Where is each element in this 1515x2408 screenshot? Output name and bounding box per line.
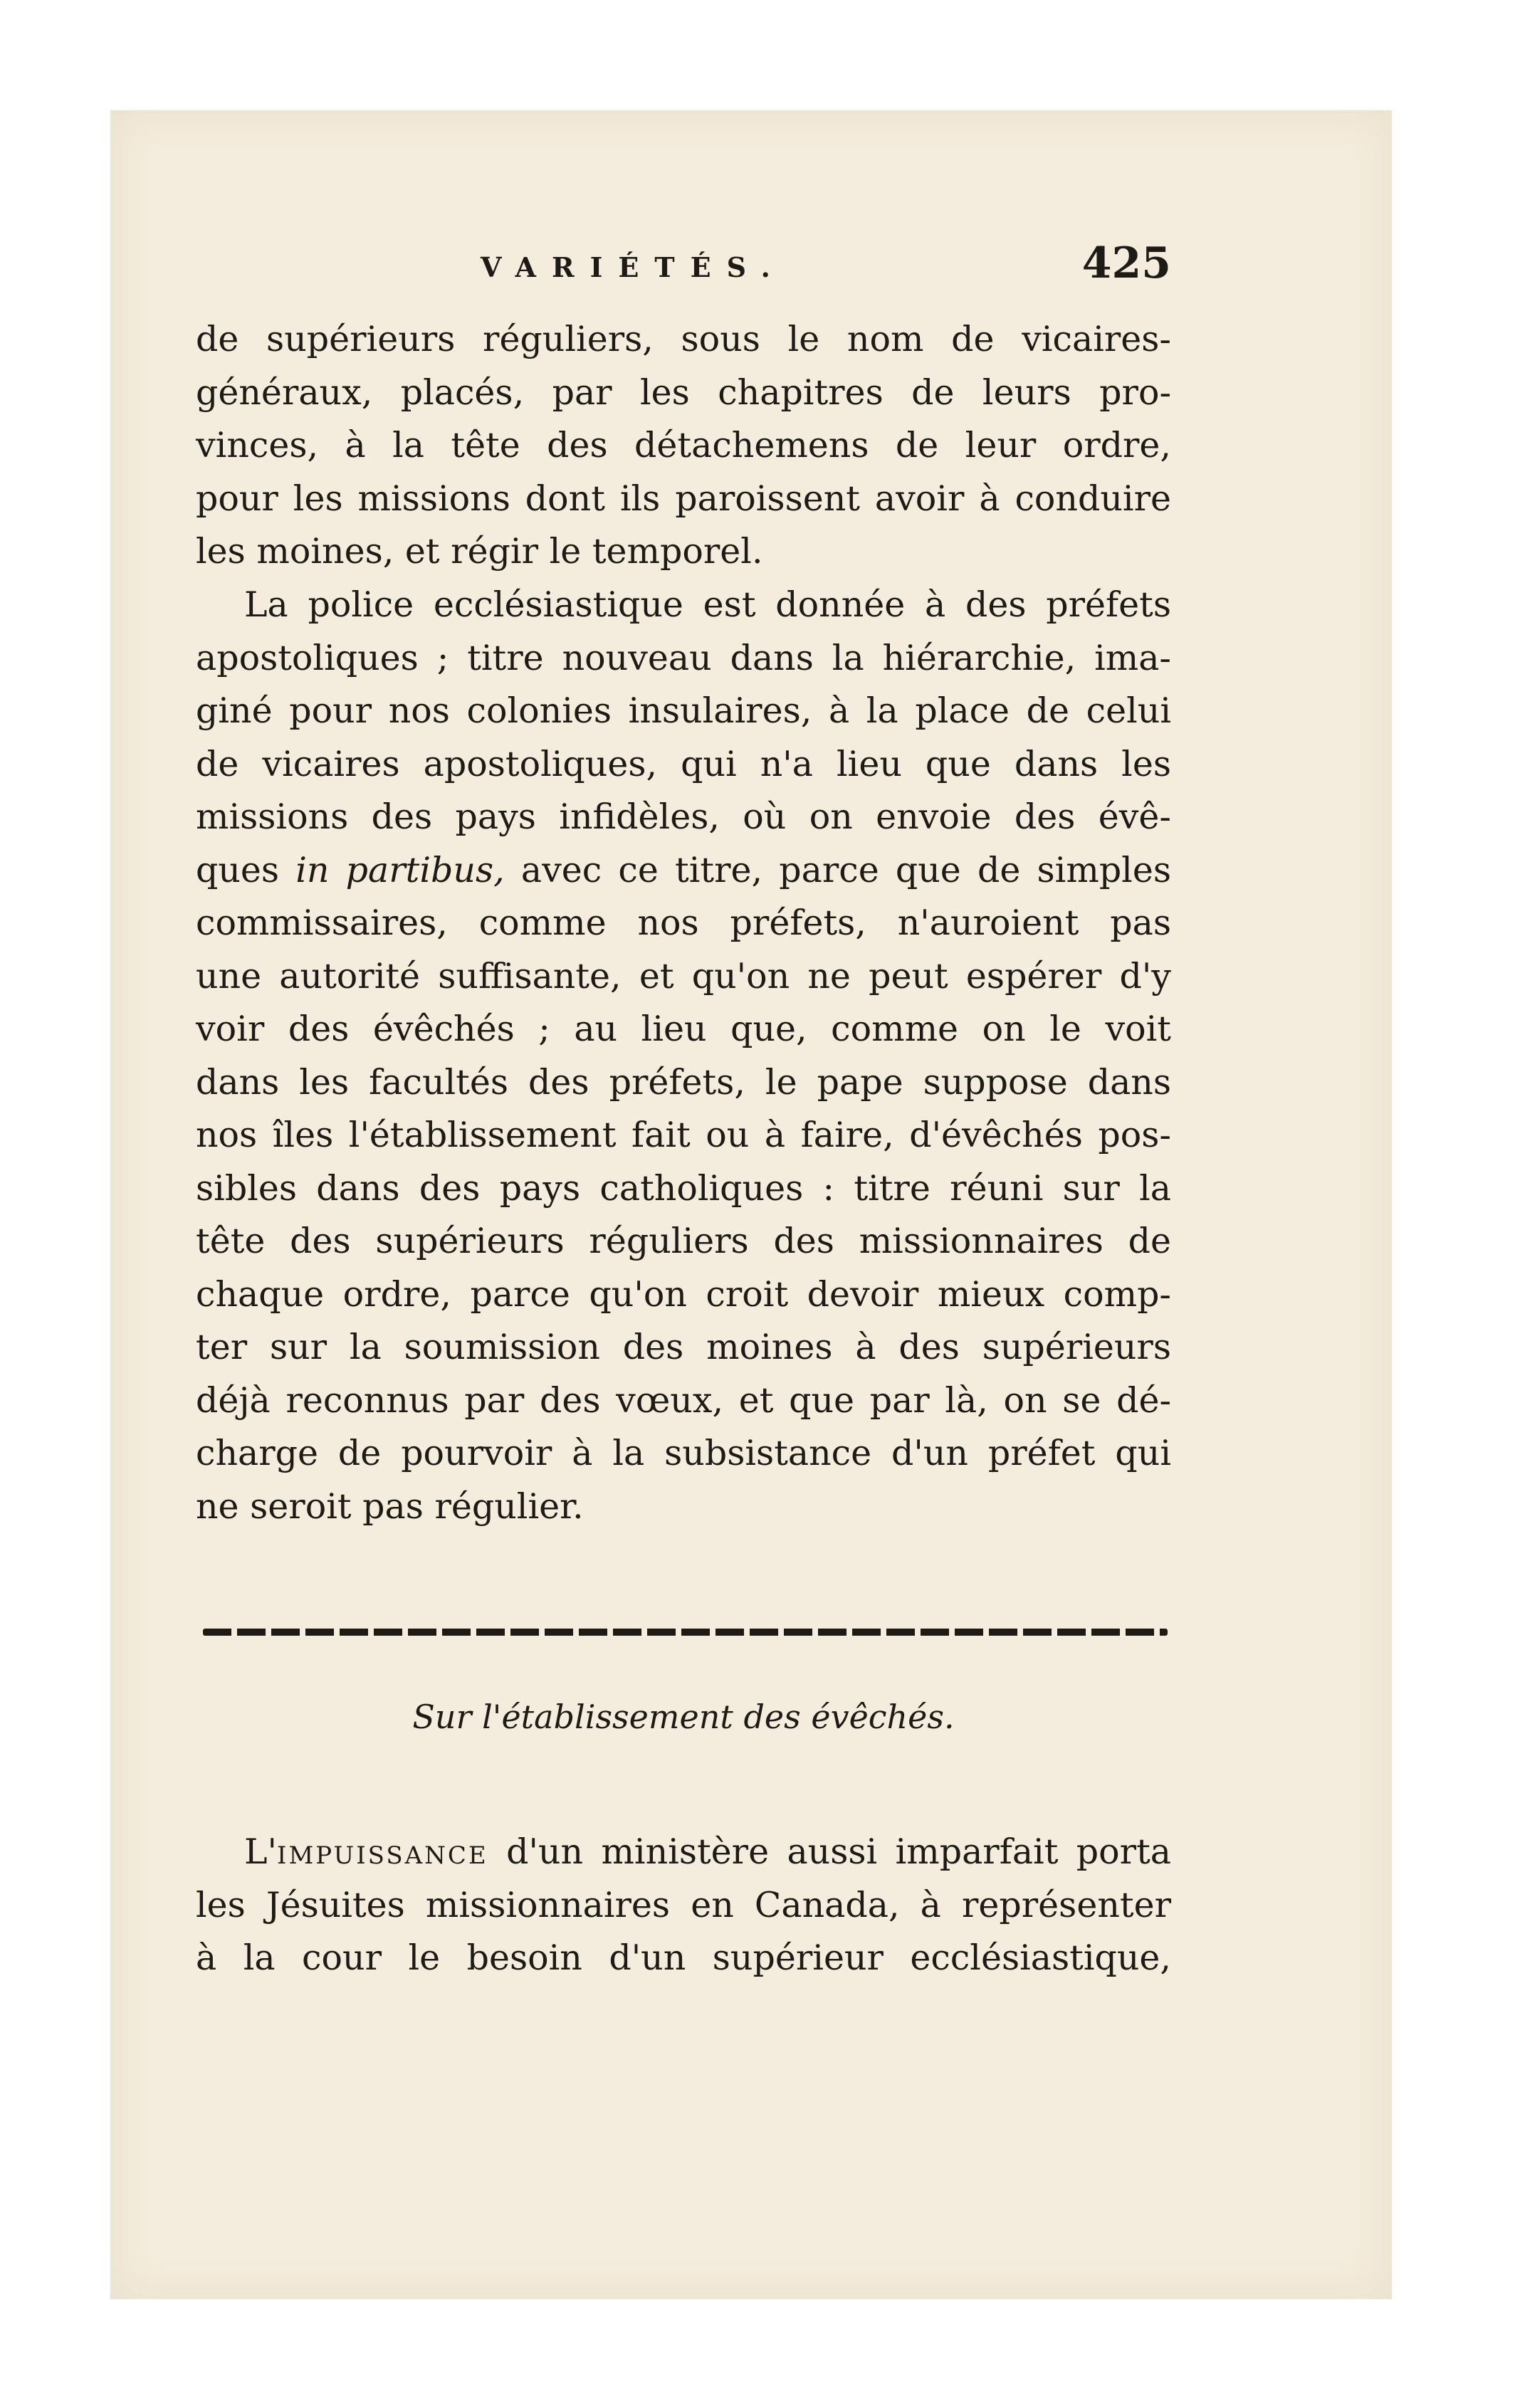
text-line: de supérieurs réguliers, sous le nom de vicaires- xyxy=(196,319,1171,359)
paragraph-continued xyxy=(196,313,1171,579)
initial-letter: L' xyxy=(244,1831,278,1872)
italic-phrase: in partibus, xyxy=(295,849,505,890)
text-line: de vicaires apostoliques, qui n'a lieu que dans les xyxy=(196,743,1171,784)
text-line: pour les missions dont ils paroissent avoir à conduire xyxy=(196,478,1171,519)
text-line xyxy=(196,844,1171,898)
text-line: les moines, et régir le temporel. xyxy=(196,531,763,572)
section-divider xyxy=(203,1629,1168,1636)
page-number: 425 xyxy=(1081,238,1171,288)
running-head xyxy=(196,238,1171,295)
text-line: dans les facultés des préfets, le pape suppose dans xyxy=(196,1061,1171,1103)
text-line: tête des supérieurs réguliers des missionnaires de xyxy=(196,1221,1171,1261)
text-line: chaque ordre, parce qu'on croit devoir mieux comp- xyxy=(196,1273,1171,1315)
text-line: à la cour le besoin d'un supérieur ecclésiastique, xyxy=(196,1938,1171,1978)
text-line: ter sur la soumission des moines à des supérieurs xyxy=(196,1327,1171,1367)
text-segment: ques xyxy=(196,849,296,890)
text-line: missions des pays infidèles, où on envoie des évê- xyxy=(196,796,1171,837)
text-line xyxy=(196,1826,1171,1879)
paragraph-police xyxy=(196,579,1171,1533)
smallcaps-word: IMPUISSANCE xyxy=(277,1841,488,1870)
text-line: ne seroit pas régulier. xyxy=(196,1486,584,1527)
text-line: nos îles l'établissement fait ou à faire, d'évêchés pos- xyxy=(196,1115,1171,1155)
text-segment: avec ce titre, parce que de simples xyxy=(504,849,1171,890)
paragraph-impuissance xyxy=(196,1826,1171,1985)
text-line: giné pour nos colonies insulaires, à la place de celui xyxy=(196,690,1171,731)
text-line: voir des évêchés ; au lieu que, comme on le voit xyxy=(196,1009,1171,1049)
text-line: commissaires, comme nos préfets, n'auroient pas xyxy=(196,903,1171,943)
text-line: apostoliques ; titre nouveau dans la hiérarchie, ima- xyxy=(196,637,1171,678)
section-heading: Sur l'établissement des évêchés. xyxy=(412,1698,955,1736)
text-line: généraux, placés, par les chapitres de leurs pro- xyxy=(196,372,1171,413)
text-line: une autorité suffisante, et qu'on ne peut espérer d'y xyxy=(196,955,1171,997)
running-title: VARIÉTÉS. xyxy=(481,251,786,283)
text-line: les Jésuites missionnaires en Canada, à représenter xyxy=(196,1884,1171,1925)
text-line: charge de pourvoir à la subsistance d'un préfet qui xyxy=(196,1433,1171,1473)
text-segment: d'un ministère aussi imparfait porta xyxy=(488,1831,1171,1872)
text-line: vinces, à la tête des détachemens de leur ordre, xyxy=(196,425,1171,466)
text-line: déjà reconnus par des vœux, et que par là, on se dé- xyxy=(196,1379,1171,1421)
text-line: sibles dans des pays catholiques : titre réuni sur la xyxy=(196,1167,1171,1209)
text-line: La police ecclésiastique est donnée à des préfets xyxy=(244,584,1171,625)
